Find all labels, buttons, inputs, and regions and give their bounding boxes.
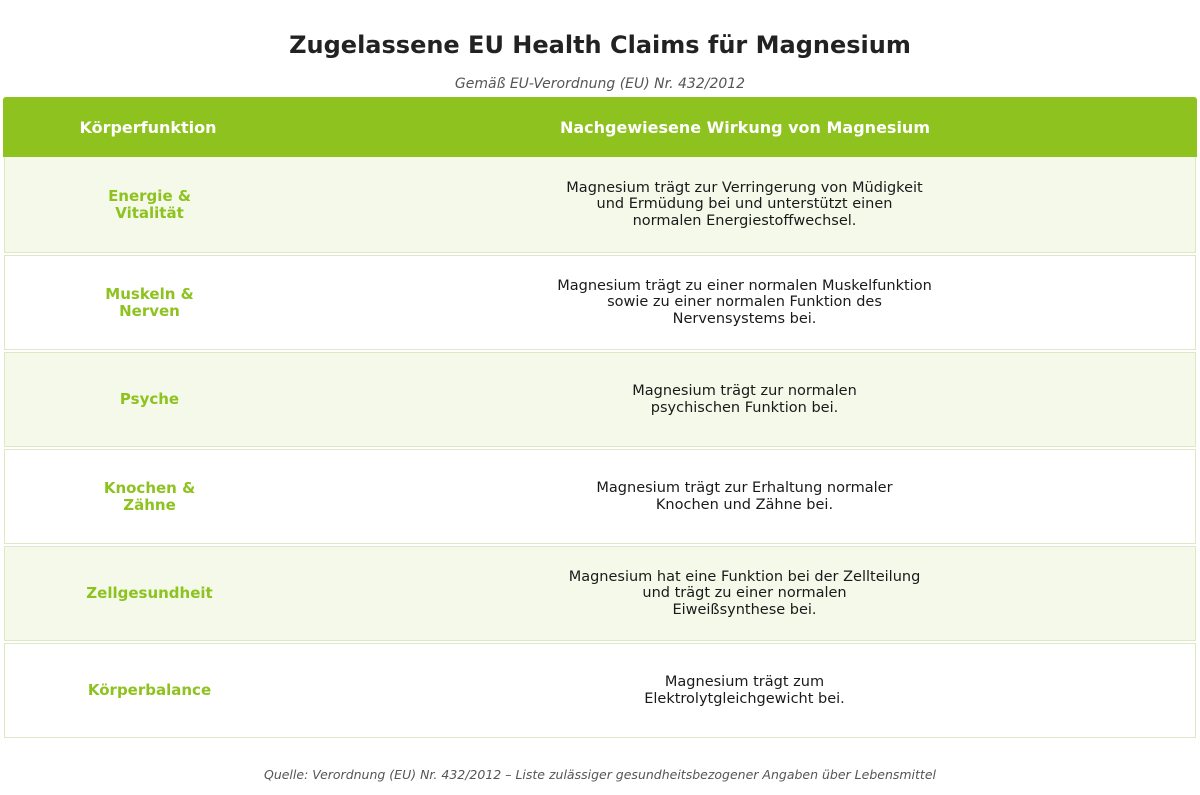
table-row — [4, 546, 1196, 641]
row-effect: Magnesium hat eine Funktion bei der Zellteilung und trägt zu einer normalen Eiweißsynthese bei. — [568, 568, 921, 618]
health-claims-table — [3, 97, 1197, 740]
header-function: Körperfunktion — [79, 117, 217, 137]
row-function: Muskeln & Nerven — [105, 284, 194, 320]
row-function: Energie & Vitalität — [108, 186, 191, 222]
table-row — [4, 449, 1196, 544]
row-effect: Magnesium trägt zur normalen psychischen Funktion bei. — [632, 383, 857, 416]
table-row — [4, 157, 1196, 253]
row-effect: Magnesium trägt zu einer normalen Muskelfunktion sowie zu einer normalen Funktion des Nervensystems bei. — [557, 277, 932, 327]
page-title: Zugelassene EU Health Claims für Magnesium — [289, 31, 911, 59]
table-row — [4, 352, 1196, 447]
row-function: Körperbalance — [87, 681, 212, 699]
row-function: Zellgesundheit — [86, 584, 213, 602]
row-effect: Magnesium trägt zum Elektrolytgleichgewicht bei. — [644, 674, 845, 707]
row-effect: Magnesium trägt zur Verringerung von Müdigkeit und Ermüdung bei und unterstützt einen normalen Energiestoffwechsel. — [566, 179, 923, 229]
row-function: Psyche — [119, 390, 180, 408]
row-effect: Magnesium trägt zur Erhaltung normaler Knochen und Zähne bei. — [596, 480, 893, 513]
row-function: Knochen & Zähne — [103, 478, 196, 514]
source-footnote: Quelle: Verordnung (EU) Nr. 432/2012 – Liste zulässiger gesundheitsbezogener Angaben über Lebensmittel — [263, 767, 936, 782]
header-effect: Nachgewiesene Wirkung von Magnesium — [559, 117, 930, 137]
table-row — [4, 643, 1196, 738]
page-subtitle: Gemäß EU-Verordnung (EU) Nr. 432/2012 — [454, 76, 746, 92]
table-header — [3, 97, 1197, 157]
table-row — [4, 255, 1196, 350]
